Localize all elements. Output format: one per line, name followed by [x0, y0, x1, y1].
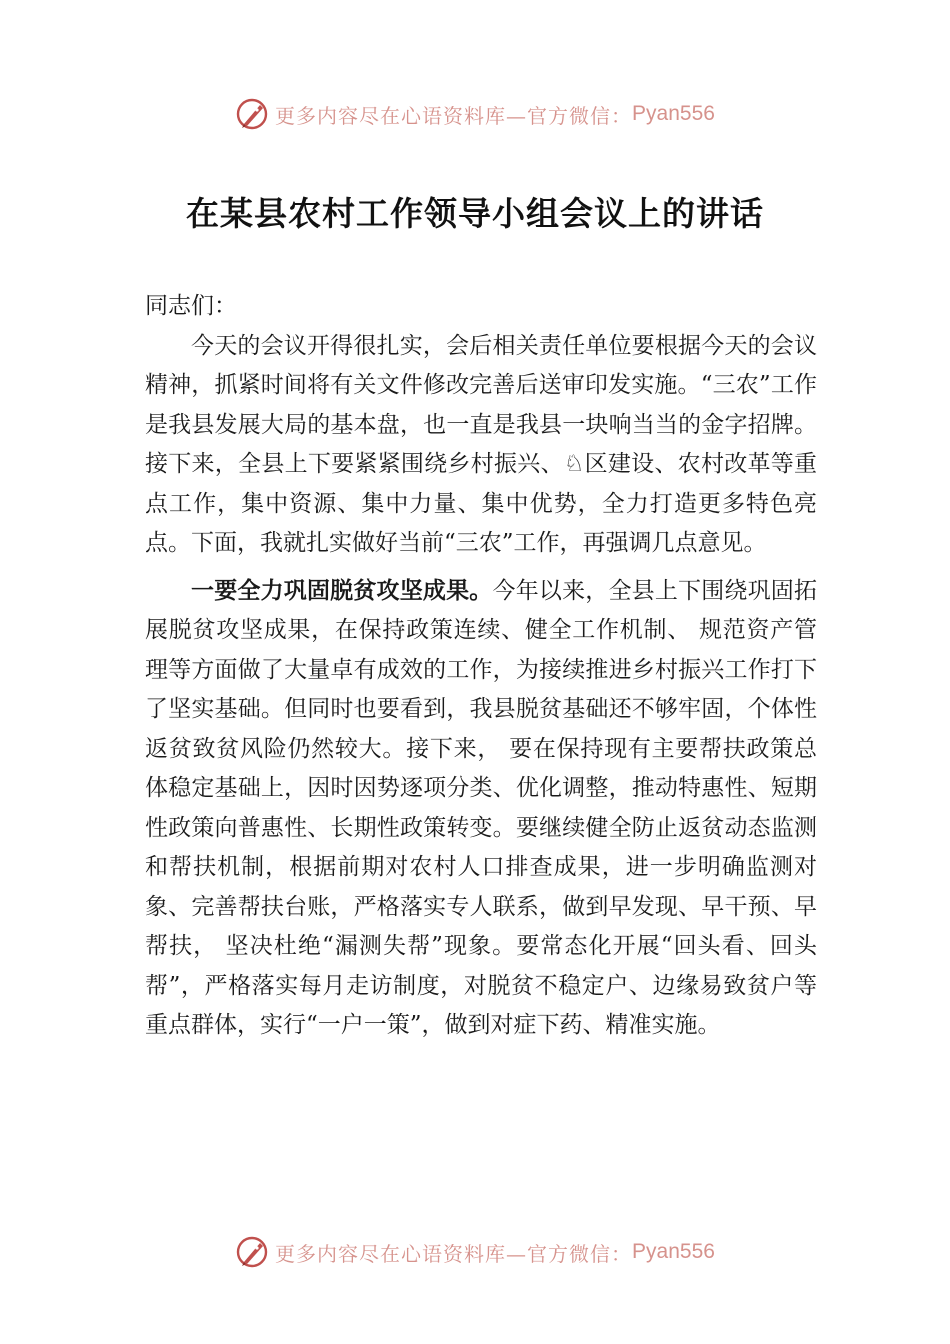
watermark-account: Pyan556 — [632, 102, 715, 125]
fountain-pen-seal-icon — [235, 97, 269, 131]
greeting: 同志们： — [145, 293, 237, 319]
paragraph-body: 今天的会议开得很扎实，会后相关责任单位要根据今天的会议精神，抓紧时间将有关文件修改完善后送审印发实施。“三农”工作是我县发展大局的基本盘，也一直是我县一块响当当的金字招牌。接下来，全县上下要紧紧围绕乡村振兴、♘区建设、农村改革等重点工作，集中资源、集中力量、集中优势，全力打造更多特色亮点。下面，我就扎实做好当前“三农”工作，再强调几点意见。 — [145, 332, 817, 556]
watermark-text: 更多内容尽在心语资料库—官方微信： — [275, 1241, 633, 1266]
watermark-account: Pyan556 — [632, 1240, 715, 1263]
document-body — [145, 287, 817, 1046]
watermark-text: 更多内容尽在心语资料库—官方微信： — [275, 103, 633, 128]
footer-watermark — [0, 1232, 950, 1272]
fountain-pen-seal-icon — [235, 1235, 269, 1269]
header-watermark — [0, 94, 950, 134]
paragraph-intro — [145, 327, 817, 564]
paragraph-lead: 一要全力巩固脱贫攻坚成果。 — [191, 577, 493, 604]
paragraph-point-one — [145, 572, 817, 1046]
paragraph-body: 今年以来，全县上下围绕巩固拓展脱贫攻坚成果，在保持政策连续、健全工作机制、 规范资产管理等方面做了大量卓有成效的工作，为接续推进乡村振兴工作打下了坚实基础。但同时也要看到，我县脱贫基础还不够牢固，个体性返贫致贫风险仍然较大。接下来， 要在保持现有主要帮扶政策总体稳定基础上，因时因势逐项分类、优化调整，推动特惠性、短期性政策向普惠性、长期性政策转变。要继续健全防止返贫动态监测和帮扶机制，根据前期对农村人口排查成果，进一步明确监测对象、完善帮扶台账，严格落实专人联系，做到早发现、早干预、早帮扶， 坚决杜绝“漏测失帮”现象。要常态化开展“回头看、回头帮”，严格落实每月走访制度，对脱贫不稳定户、边缘易致贫户等重点群体，实行“一户一策”，做到对症下药、精准实施。 — [145, 577, 817, 1038]
document-title: 在某县农村工作领导小组会议上的讲话 — [186, 194, 764, 233]
